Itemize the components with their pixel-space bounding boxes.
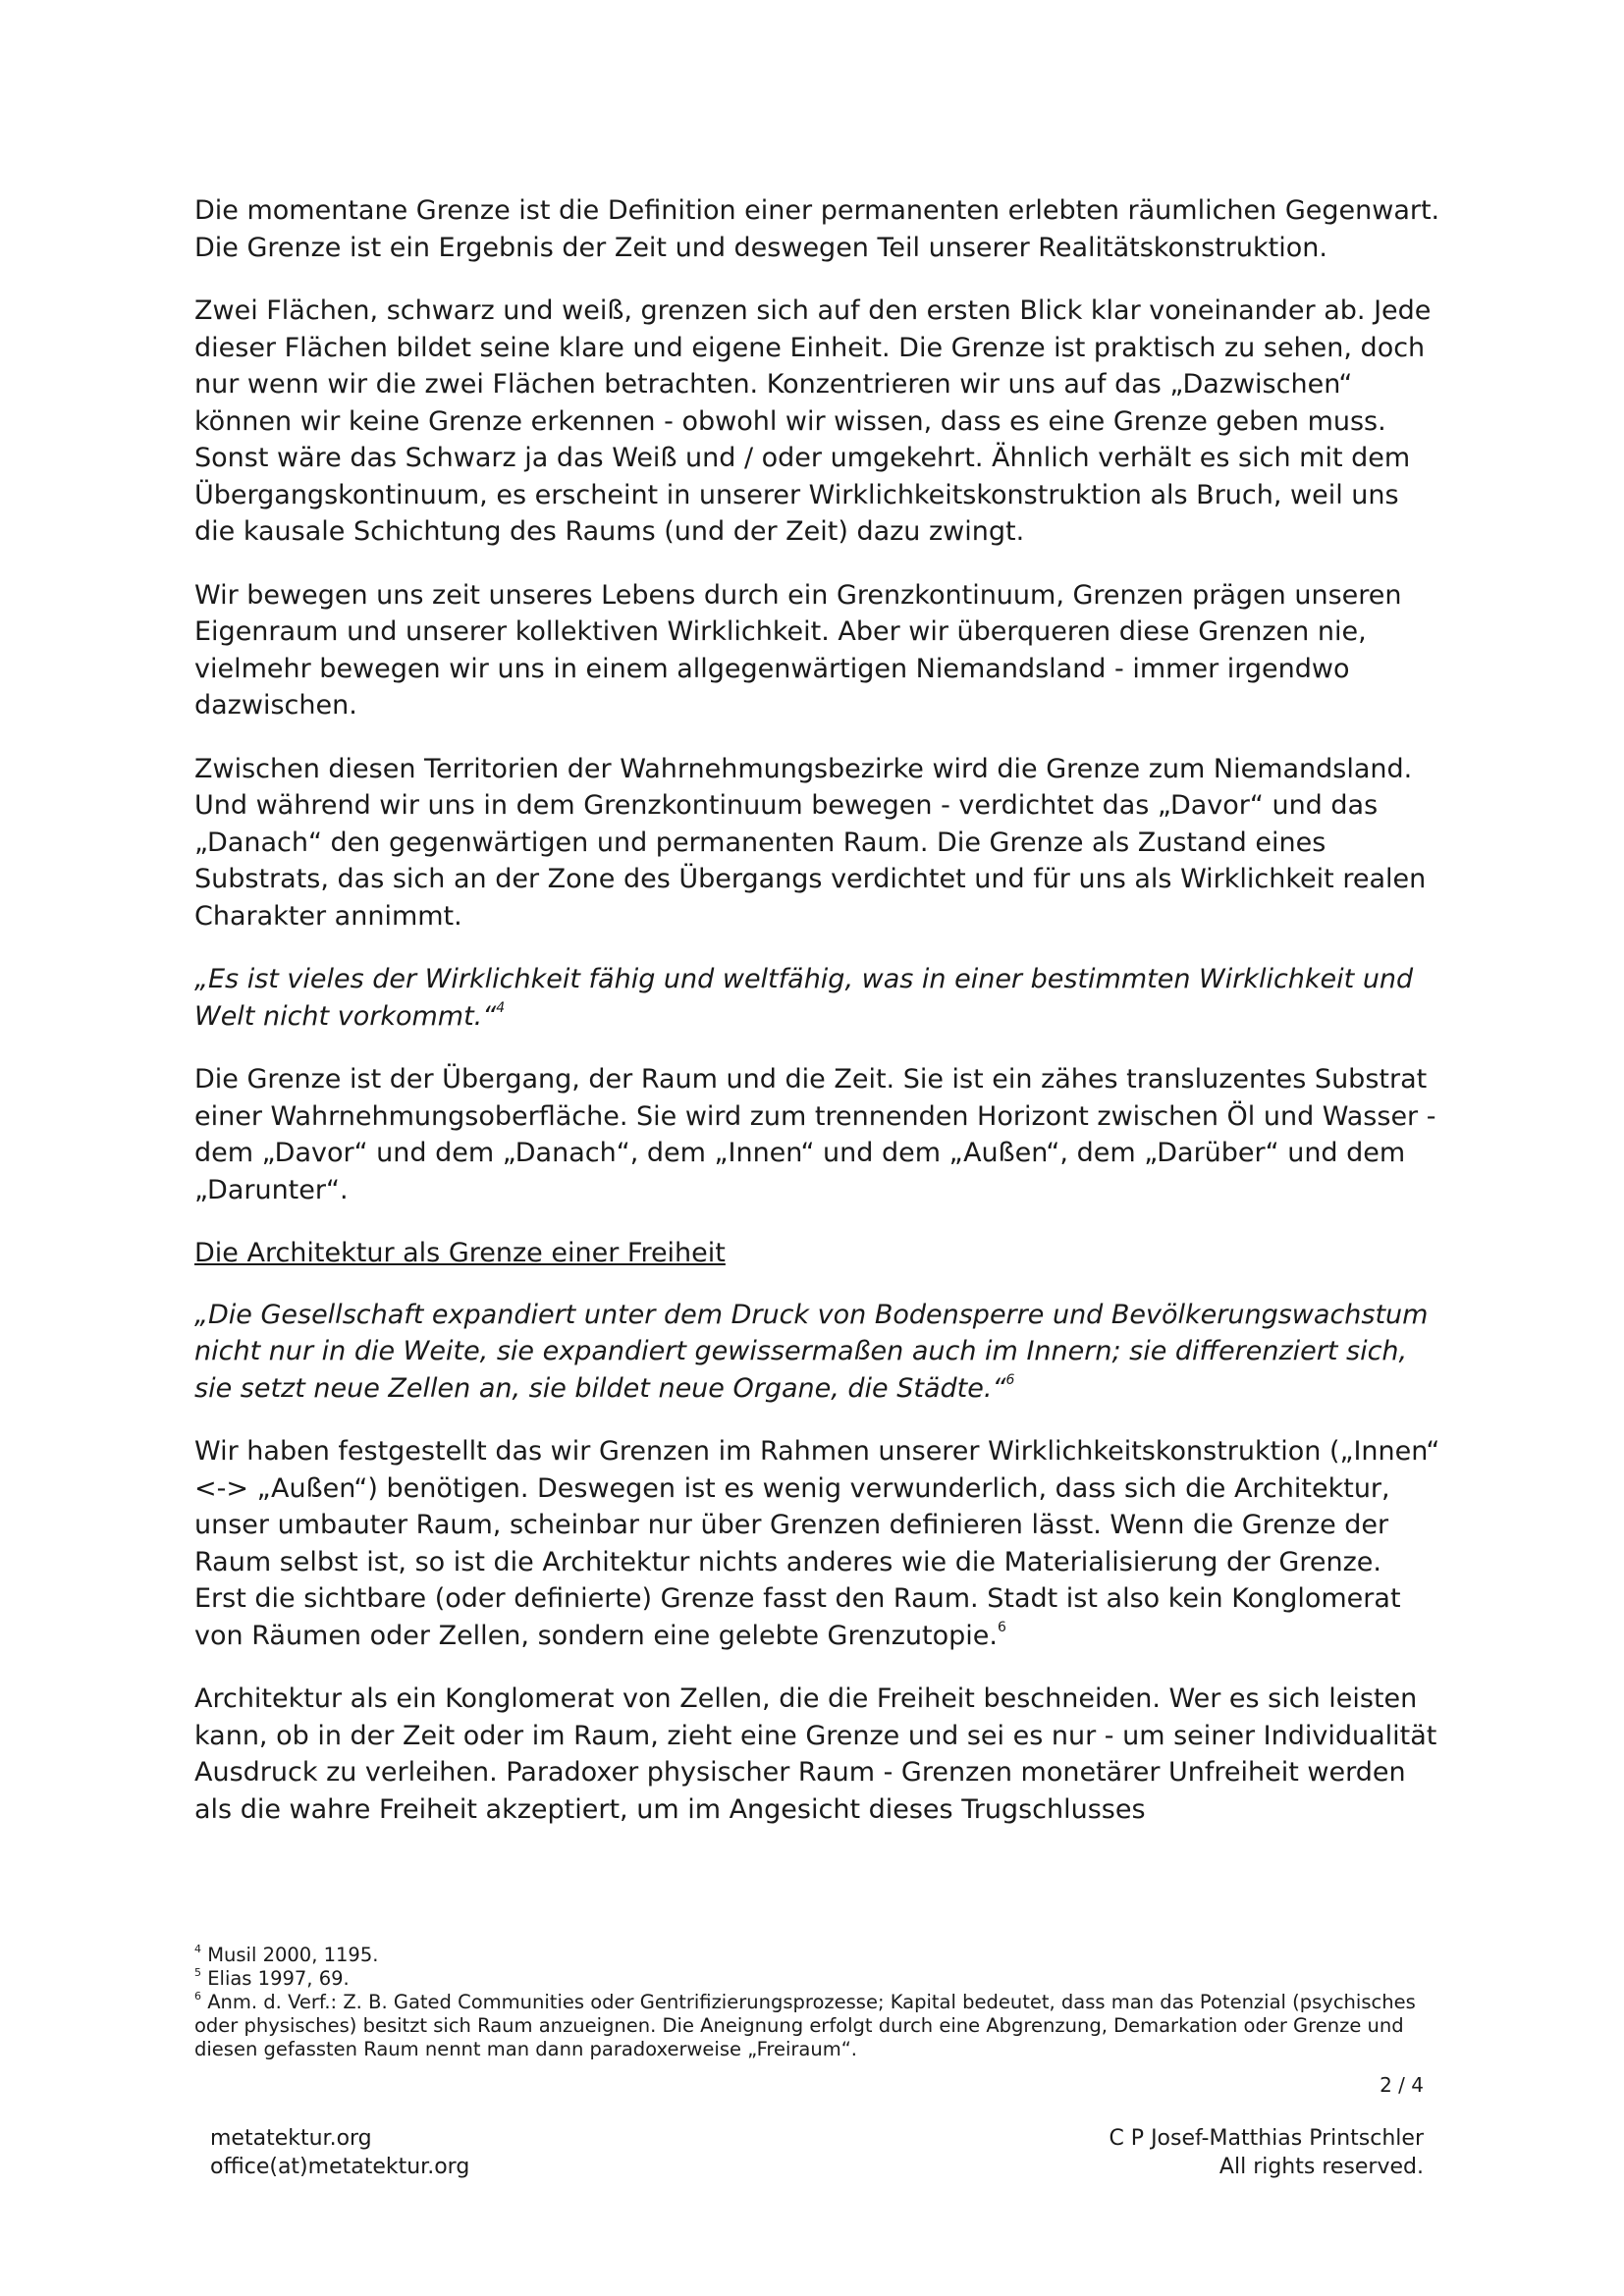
paragraph-4: Zwischen diesen Territorien der Wahrnehmungsbezirke wird die Grenze zum Niemandsland. Und während wir uns in dem Grenzkontinuum bewegen - verdichtet das „Davor“ und das „Danach“ den gegenwärtigen und permanenten Raum. Die Grenze als Zustand eines Substrats, das sich an der Zone des Übergangs verdichtet und für uns als Wirklichkeit realen Charakter annimmt. (194, 753, 1427, 932)
footnote-5 (194, 1967, 1432, 1991)
footnote-4 (194, 1944, 1432, 1967)
footnote-ref-4: 4 (496, 999, 506, 1016)
paragraph-1: Die momentane Grenze ist die Definition einer permanenten erlebten räumlichen Gegenwart. Die Grenze ist ein Ergebnis der Zeit und deswegen Teil unserer Realitätskonstruktion. (194, 195, 1440, 263)
footer-website: metatektur.org (210, 2126, 372, 2151)
footnotes (194, 1944, 1432, 2061)
footer-author: C P Josef-Matthias Printschler (1109, 2126, 1424, 2151)
page-number: 2 / 4 (1380, 2073, 1424, 2097)
footnote-number: 4 (194, 1943, 201, 1955)
footnote-number: 6 (194, 1990, 201, 2002)
footnote-text: Anm. d. Verf.: Z. B. Gated Communities oder Gentrifizierungsprozesse; Kapital bedeutet, dass man das Potenzial (psychisches oder physisches) besitzt sich Raum anzueignen. Die Aneignung erfolgt durch eine Abgrenzung, Demarkation oder Grenze und diesen gefassten Raum nennt man dann paradoxerweise „Freiraum“. (194, 1991, 1416, 2060)
footer-left (210, 2124, 469, 2181)
section-heading: Die Architektur als Grenze einer Freiheit (194, 1238, 726, 1268)
footnote-ref-6: 6 (997, 1619, 1006, 1635)
paragraph-6-text: Wir haben festgestellt das wir Grenzen im Rahmen unserer Wirklichkeitskonstruktion („Innen“ <-> „Außen“) benötigen. Deswegen ist es wenig verwunderlich, dass sich die Architektur, unser umbauter Raum, scheinbar nur über Grenzen definieren lässt. Wenn die Grenze der Raum selbst ist, so ist die Architektur nichts anderes wie die Materialisierung der Grenze. Erst die sichtbare (oder definierte) Grenze fasst den Raum. Stadt ist also kein Konglomerat von Räumen oder Zellen, sondern eine gelebte Grenzutopie. (194, 1436, 1440, 1651)
quote-musil-text: „Es ist vieles der Wirklichkeit fähig und weltfähig, was in einer bestimmten Wirklichkeit und Welt nicht vorkommt.“ (194, 964, 1414, 1032)
paragraph-5: Die Grenze ist der Übergang, der Raum und die Zeit. Sie ist ein zähes transluzentes Substrat einer Wahrnehmungsoberfläche. Sie wird zum trennenden Horizont zwischen Öl und Wasser - dem „Davor“ und dem „Danach“, dem „Innen“ und dem „Außen“, dem „Darüber“ und dem „Darunter“. (194, 1064, 1436, 1205)
footnote-text: Musil 2000, 1195. (207, 1944, 379, 1966)
paragraph-2: Zwei Flächen, schwarz und weiß, grenzen sich auf den ersten Blick klar voneinander ab. Jede dieser Flächen bildet seine klare und eigene Einheit. Die Grenze ist praktisch zu sehen, doch nur wenn wir die zwei Flächen betrachten. Konzentrieren wir uns auf das „Dazwischen“ können wir keine Grenze erkennen - obwohl wir wissen, dass es eine Grenze geben muss. Sonst wäre das Schwarz ja das Weiß und / oder umgekehrt. Ähnlich verhält es sich mit dem Übergangskontinuum, es erscheint in unserer Wirklichkeitskonstruktion als Bruch, weil uns die kausale Schichtung des Raums (und der Zeit) dazu zwingt. (194, 295, 1432, 547)
footnote-text: Elias 1997, 69. (207, 1967, 350, 1990)
footer-right (1109, 2124, 1424, 2181)
quote-elias-text: „Die Gesellschaft expandiert unter dem Druck von Bodensperre und Bevölkerungswachstum nicht nur in die Weite, sie expandiert gewissermaßen auch im Innern; sie differenziert sich, sie setzt neue Zellen an, sie bildet neue Organe, die Städte.“ (194, 1299, 1429, 1404)
paragraph-6 (194, 1433, 1441, 1654)
footnote-6 (194, 1991, 1432, 2061)
footnote-number: 5 (194, 1966, 201, 1979)
footer-email: office(at)metatektur.org (210, 2155, 470, 2179)
quote-musil (194, 961, 1441, 1035)
paragraph-7: Architektur als ein Konglomerat von Zellen, die die Freiheit beschneiden. Wer es sich leisten kann, ob in der Zeit oder im Raum, zieht eine Grenze und sei es nur - um seiner Individualität Ausdruck zu verleihen. Paradoxer physischer Raum - Grenzen monetärer Unfreiheit werden als die wahre Freiheit akzeptiert, um im Angesicht dieses Trugschlusses (194, 1683, 1437, 1825)
footer-rights: All rights reserved. (1218, 2155, 1424, 2179)
main-text (194, 192, 1441, 1854)
paragraph-3: Wir bewegen uns zeit unseres Lebens durch ein Grenzkontinuum, Grenzen prägen unseren Eigenraum und unserer kollektiven Wirklichkeit. Aber wir überqueren diese Grenzen nie, vielmehr bewegen wir uns in einem allgegenwärtigen Niemandsland - immer irgendwo dazwischen. (194, 579, 1402, 721)
footnote-ref-6-quote: 6 (1005, 1371, 1015, 1388)
quote-elias (194, 1297, 1441, 1408)
